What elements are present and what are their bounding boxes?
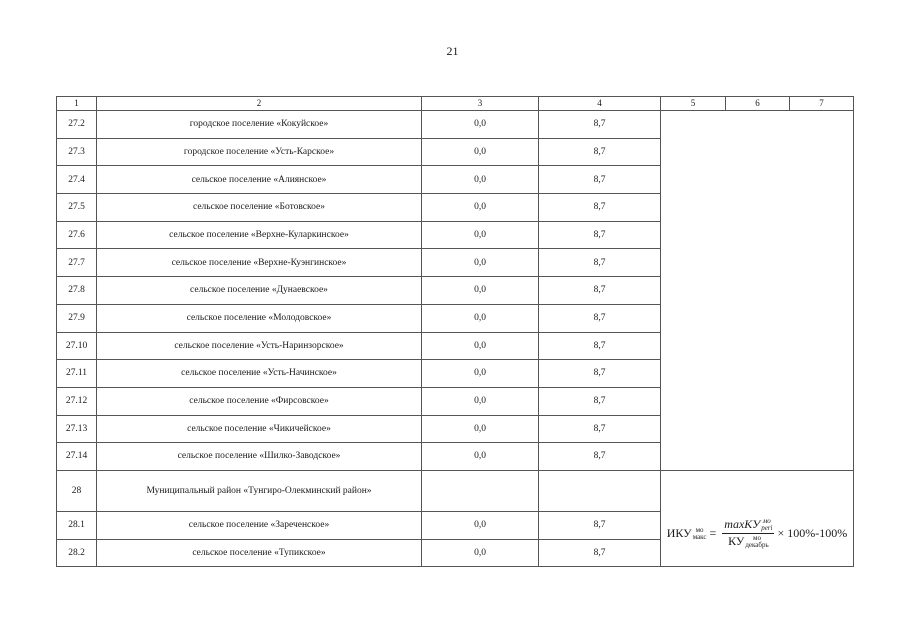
formula-numerator [722,518,774,534]
row-number: 27.11 [57,360,97,388]
row-col-3: 0,0 [422,138,539,166]
row-col-4: 8,7 [539,332,661,360]
row-number: 27.10 [57,332,97,360]
row-name: сельское поселение «Молодовское» [97,304,422,332]
section-number: 28 [57,470,97,511]
header-col-4: 4 [539,97,661,111]
formula-lhs-sub: макс [692,532,707,541]
row-name: городское поселение «Кокуйское» [97,111,422,139]
row-number: 27.14 [57,443,97,471]
section-col-4 [539,470,661,511]
header-col-7: 7 [790,97,854,111]
row-name: сельское поселение «Фирсовское» [97,387,422,415]
row-name: сельское поселение «Зареченское» [97,511,422,539]
row-name: сельское поселение «Тупикское» [97,539,422,567]
formula-num-sub: peri [761,524,773,533]
row-col-3: 0,0 [422,415,539,443]
row-col-3: 0,0 [422,332,539,360]
row-number: 27.3 [57,138,97,166]
row-number: 27.6 [57,221,97,249]
row-number: 27.8 [57,277,97,305]
row-col-4: 8,7 [539,511,661,539]
header-col-3: 3 [422,97,539,111]
header-col-1: 1 [57,97,97,111]
formula-tail: × 100%-100% [777,526,848,541]
header-col-2: 2 [97,97,422,111]
row-name: сельское поселение «Усть-Наринзорское» [97,332,422,360]
tariff-table [56,96,854,567]
formula-den-sub: декабрь [745,541,769,550]
formula-den-indices [745,535,768,549]
row-name: сельское поселение «Верхне-Куларкинское» [97,221,422,249]
row-col-4: 8,7 [539,166,661,194]
formula-equals: = [709,526,717,541]
header-col-5: 5 [661,97,726,111]
row-col-3: 0,0 [422,304,539,332]
row-name: сельское поселение «Ботовское» [97,194,422,222]
row-col-4: 8,7 [539,387,661,415]
row-name: сельское поселение «Дунаевское» [97,277,422,305]
row-name: сельское поселение «Шилко-Заводское» [97,443,422,471]
row-col-3: 0,0 [422,221,539,249]
formula-num-indices [761,518,772,532]
table-row [57,111,854,139]
formula-lhs-sup: мо [695,525,704,534]
row-col-4: 8,7 [539,277,661,305]
formula-lhs-indices [693,527,707,541]
formula-denominator [726,534,771,549]
formula-lhs: ИКУ [666,526,692,541]
row-name: сельское поселение «Чикичейское» [97,415,422,443]
row-number: 28.1 [57,511,97,539]
row-number: 27.7 [57,249,97,277]
row-name: городское поселение «Усть-Карское» [97,138,422,166]
section-col-3 [422,470,539,511]
row-col-4: 8,7 [539,304,661,332]
row-col-3: 0,0 [422,249,539,277]
row-col-4: 8,7 [539,138,661,166]
formula-cell [661,470,854,566]
header-row [57,97,854,111]
row-col-3: 0,0 [422,511,539,539]
row-col-4: 8,7 [539,539,661,567]
row-col-4: 8,7 [539,415,661,443]
formula-fraction [722,518,774,550]
row-col-4: 8,7 [539,194,661,222]
row-col-4: 8,7 [539,111,661,139]
formula [661,518,853,550]
row-col-3: 0,0 [422,194,539,222]
formula-num-text: maxКУ [724,516,761,531]
row-col-3: 0,0 [422,539,539,567]
row-col-4: 8,7 [539,221,661,249]
row-name: сельское поселение «Верхне-Куэнгинское» [97,249,422,277]
section-row [57,470,854,511]
row-col-3: 0,0 [422,166,539,194]
section-name: Муниципальный район «Тунгиро-Олекминский район» [97,470,422,511]
row-number: 27.2 [57,111,97,139]
row-number: 28.2 [57,539,97,567]
row-col-3: 0,0 [422,387,539,415]
row-col-3: 0,0 [422,277,539,305]
page-number: 21 [446,44,459,58]
row-number: 27.9 [57,304,97,332]
formula-num-sup: мо [762,517,771,526]
row-name: сельское поселение «Алиянское» [97,166,422,194]
formula-den-text: КУ [728,534,745,549]
formula-den-sup: мо [753,534,761,543]
row-name: сельское поселение «Усть-Начинское» [97,360,422,388]
row-col-3: 0,0 [422,111,539,139]
row-col-4: 8,7 [539,443,661,471]
row-col-4: 8,7 [539,360,661,388]
row-number: 27.5 [57,194,97,222]
row-col-3: 0,0 [422,360,539,388]
row-number: 27.12 [57,387,97,415]
header-col-6: 6 [726,97,790,111]
row-number: 27.13 [57,415,97,443]
row-number: 27.4 [57,166,97,194]
row-col-3: 0,0 [422,443,539,471]
merged-cols-5-7 [661,111,854,471]
row-col-4: 8,7 [539,249,661,277]
